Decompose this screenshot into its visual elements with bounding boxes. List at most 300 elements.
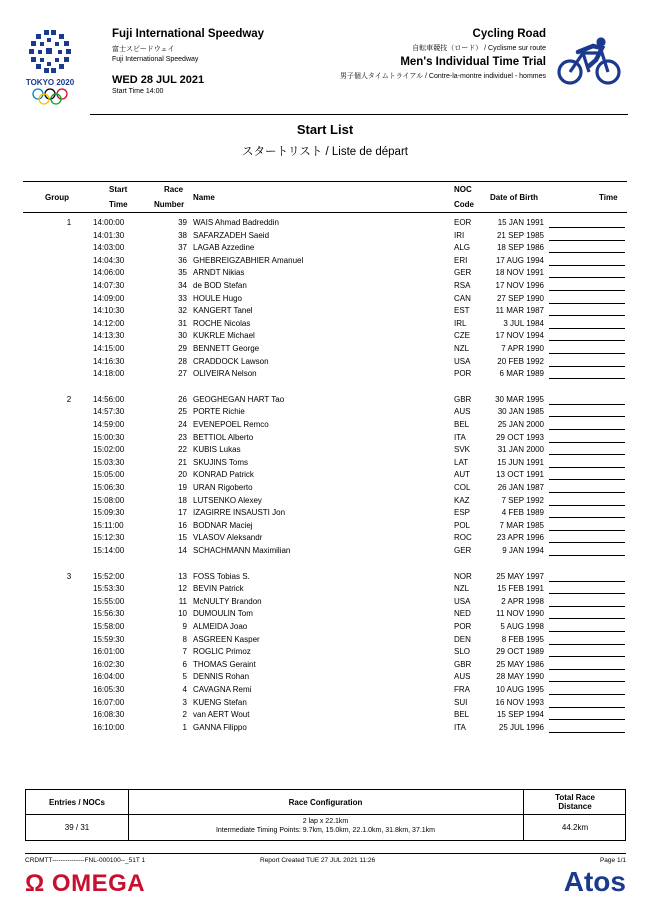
cell-start-time: 15:53:30 [93,584,125,594]
table-row [23,646,627,659]
cell-group: 2 [66,394,72,404]
report-created: Report Created TUE 27 JUL 2021 11:26 [260,857,376,864]
cell-noc: CZE [454,331,470,341]
cell-name: DENNIS Rohan [193,672,250,682]
cell-dob: 21 SEP 1985 [496,230,544,240]
venue-block [112,28,264,95]
table-row [23,532,627,545]
cell-name: van AERT Wout [193,710,250,720]
cell-name: ROGLIC Primoz [193,647,251,657]
cell-name: CRADDOCK Lawson [193,356,269,366]
table-row [23,305,627,318]
cell-noc: IRL [454,318,467,328]
cell-noc: ITA [454,722,466,732]
cell-dob: 26 JAN 1987 [497,483,544,492]
cell-noc: GBR [454,659,472,669]
cell-start-time: 14:56:00 [93,394,125,404]
cell-name: ARNDT Nikias [193,268,245,278]
cell-noc: COL [454,483,471,492]
table-row [23,697,627,710]
cell-dob: 23 APR 1996 [496,533,544,543]
cell-dob: 31 JAN 2000 [497,445,544,455]
cell-name: KONRAD Patrick [193,470,254,480]
table-row [23,318,627,331]
time-entry-line [549,606,625,607]
cell-race-number: 3 [182,697,187,707]
cell-dob: 25 JAN 2000 [497,420,544,429]
cell-dob: 29 OCT 1989 [496,647,544,657]
entries-value: 39 / 31 [64,823,90,832]
time-entry-line [549,732,625,733]
time-entry-line [549,277,625,278]
table-row [23,671,627,684]
cell-start-time: 15:59:30 [93,634,125,644]
time-entry-line [549,530,625,531]
time-entry-line [549,555,625,556]
cell-noc: SLO [454,647,471,657]
config-label: Race Configuration [288,798,363,807]
cell-start-time: 16:08:30 [93,710,125,720]
table-row [23,520,627,533]
cell-dob: 18 SEP 1986 [496,243,544,253]
time-entry-line [549,340,625,341]
cell-dob: 17 NOV 1996 [495,281,544,290]
cell-race-number: 8 [182,634,187,644]
col-dob: Date of Birth [490,193,538,202]
time-entry-line [549,542,625,543]
config-line-2: Intermediate Timing Points: 9.7km, 15.0km, 22.1.0km, 31.8km, 37.1km [215,827,436,834]
cell-race-number: 26 [178,394,187,404]
cell-race-number: 23 [178,432,187,442]
time-entry-line [549,581,625,582]
cell-start-time: 15:00:30 [93,432,125,442]
cell-start-time: 15:55:00 [93,596,125,606]
cell-start-time: 15:06:30 [93,483,125,492]
cell-dob: 15 JUN 1991 [497,457,544,467]
cell-dob: 8 FEB 1995 [501,634,544,644]
col-noc-2: Code [454,200,474,209]
cell-dob: 29 OCT 1993 [496,432,544,442]
cell-noc: CAN [454,293,471,303]
table-row [23,571,627,584]
time-entry-line [549,517,625,518]
table-row [23,394,627,407]
cell-noc: NOR [454,571,472,581]
cell-name: CAVAGNA Remi [193,685,252,694]
cell-race-number: 5 [182,672,187,682]
table-row [23,621,627,634]
cell-name: EVENEPOEL Remco [193,420,269,429]
cell-start-time: 15:09:30 [93,508,125,518]
table-row [23,596,627,609]
cell-start-time: 14:07:30 [93,281,125,290]
time-entry-line [549,669,625,670]
cell-start-time: 14:13:30 [93,331,125,341]
cell-race-number: 11 [178,596,187,606]
page-number: Page 1/1 [599,857,626,864]
cell-dob: 11 NOV 1990 [496,609,544,619]
cell-name: SKUJINS Toms [193,457,248,467]
cell-start-time: 15:52:00 [93,571,125,581]
time-entry-line [549,492,625,493]
footer-divider [25,853,626,854]
cell-name: KANGERT Tanel [193,306,253,316]
table-row [23,293,627,306]
cell-dob: 30 JAN 1985 [497,407,544,417]
cell-name: BENNETT George [193,344,260,353]
cell-race-number: 33 [178,293,187,303]
cell-noc: ITA [454,432,466,442]
cell-name: ROCHE Nicolas [193,318,251,328]
cell-dob: 5 AUG 1998 [500,622,544,631]
cell-race-number: 13 [178,571,187,581]
cell-name: URAN Rigoberto [193,483,253,492]
cell-dob: 16 NOV 1993 [495,697,544,707]
cell-name: LAGAB Azzedine [193,243,255,253]
cell-start-time: 14:01:30 [93,230,125,240]
cell-start-time: 15:14:00 [93,546,125,555]
cell-race-number: 25 [178,407,187,417]
cell-name: OLIVEIRA Nelson [193,369,257,379]
cell-dob: 18 NOV 1991 [495,268,544,278]
cell-noc: NED [454,609,471,619]
cell-noc: EST [454,306,470,316]
time-entry-line [549,656,625,657]
table-row [23,217,627,230]
cell-name: WAIS Ahmad Badreddin [193,218,279,227]
time-entry-line [549,416,625,417]
atos-logo: Atos [563,866,626,897]
cell-noc: SUI [454,697,468,707]
sport-title: Cycling Road [472,28,546,40]
event-block [340,28,546,81]
report-code: CRDMTT---------------FNL-000100--_51T 1 [25,857,146,864]
cell-start-time: 14:04:30 [93,255,125,265]
time-entry-line [549,265,625,266]
cell-noc: GBR [454,394,472,404]
cell-name: BEVIN Patrick [193,584,244,594]
distance-label-1: Total Race [555,793,595,802]
cell-dob: 25 MAY 1997 [496,571,544,581]
table-row [23,722,627,735]
table-row [23,242,627,255]
time-entry-line [549,378,625,379]
cell-race-number: 29 [178,344,187,353]
cell-start-time: 14:03:00 [93,243,125,253]
cell-noc: BEL [454,420,470,429]
event-date: WED 28 JUL 2021 [112,74,205,86]
cell-race-number: 27 [178,369,187,379]
cell-dob: 25 JUL 1996 [498,722,544,732]
col-race-1: Race [164,185,184,194]
table-row [23,634,627,647]
col-group: Group [45,193,69,202]
cell-race-number: 18 [178,495,187,505]
table-row [23,343,627,356]
cell-name: KUENG Stefan [193,697,247,707]
config-line-1: 2 lap x 22.1km [302,818,349,825]
cell-dob: 11 MAR 1987 [495,306,544,316]
cell-race-number: 14 [178,546,187,555]
cell-dob: 28 MAY 1990 [496,672,544,682]
table-row [23,709,627,722]
time-entry-line [549,479,625,480]
cell-start-time: 16:04:00 [93,672,125,682]
cell-dob: 27 SEP 1990 [496,293,544,303]
omega-logo: Ω OMEGA [25,870,146,897]
time-entry-line [549,505,625,506]
col-time: Time [599,193,618,202]
cell-noc: BEL [454,710,470,720]
cell-name: PORTE Richie [193,407,245,417]
cell-name: KUKRLE Michael [193,331,255,341]
time-entry-line [549,694,625,695]
cell-noc: NZL [454,584,470,594]
table-row [23,482,627,495]
logo-text: TOKYO 2020 [25,78,75,87]
cell-noc: AUS [454,407,471,417]
cell-start-time: 15:03:30 [93,457,125,467]
cell-start-time: 15:02:00 [93,445,125,455]
cell-noc: NZL [454,344,470,353]
table-row [23,444,627,457]
cell-start-time: 15:08:00 [93,495,125,505]
cell-start-time: 14:06:00 [93,268,125,278]
table-row [23,608,627,621]
cell-dob: 9 JAN 1994 [502,546,544,555]
time-entry-line [549,429,625,430]
cell-name: GHEBREIGZABHIER Amanuel [193,255,304,265]
cell-dob: 13 OCT 1991 [496,470,544,480]
cell-race-number: 6 [182,659,187,669]
cell-race-number: 30 [178,331,187,341]
cell-noc: POR [454,369,472,379]
event-subtitle: 男子個人タイムトライアル / Contre-la-montre individuel - hommes [339,73,546,80]
start-list-table [23,181,627,753]
cell-noc: AUT [454,470,470,480]
time-entry-line [549,631,625,632]
cell-start-time: 14:09:00 [93,293,125,303]
time-entry-line [549,681,625,682]
cell-noc: POL [454,520,471,530]
time-entry-line [549,303,625,304]
cell-start-time: 14:16:30 [93,356,125,366]
col-start-1: Start [109,185,128,194]
cell-start-time: 15:05:00 [93,470,125,480]
sport-subtitle: 自転車競技（ロード） / Cyclisme sur route [412,45,546,52]
cell-noc: GER [454,268,472,278]
cell-dob: 7 APR 1990 [501,344,544,353]
cell-dob: 15 JAN 1991 [497,218,544,227]
cell-noc: ESP [454,508,471,518]
cell-race-number: 10 [178,609,187,619]
cell-start-time: 15:11:00 [93,520,124,530]
venue-subtitle: Fuji International Speedway [112,56,199,63]
cell-dob: 10 AUG 1995 [495,685,544,694]
cell-group: 3 [66,571,72,581]
cell-noc: RSA [454,281,471,290]
cell-dob: 7 SEP 1992 [501,495,544,505]
cell-name: GANNA Filippo [193,722,247,732]
distance-label-2: Distance [558,802,592,811]
table-row [23,406,627,419]
cell-name: McNULTY Brandon [193,596,262,606]
table-row [23,255,627,268]
table-row [23,507,627,520]
cell-name: HOULE Hugo [193,293,242,303]
cell-race-number: 7 [182,647,187,657]
cell-race-number: 38 [178,230,187,240]
cell-name: LUTSENKO Alexey [193,495,262,505]
table-row [23,230,627,243]
cell-start-time: 14:15:00 [93,344,125,353]
cell-noc: USA [454,356,471,366]
venue-title: Fuji International Speedway [112,28,265,40]
table-row [23,432,627,445]
venue-title-jp: 富士スピードウェイ [112,46,175,53]
cell-start-time: 14:12:00 [93,318,125,328]
cell-race-number: 21 [178,457,187,467]
cell-race-number: 22 [178,445,187,455]
cell-dob: 25 MAY 1986 [496,659,544,669]
cell-race-number: 39 [178,218,187,227]
cell-noc: IRI [454,230,465,240]
cell-noc: GER [454,546,472,555]
cell-race-number: 16 [178,520,187,530]
cell-start-time: 15:56:30 [93,609,125,619]
table-row [23,280,627,293]
cell-name: BODNAR Maciej [193,520,253,530]
cell-name: DUMOULIN Tom [193,609,253,619]
cell-name: ALMEIDA Joao [193,622,248,631]
cell-race-number: 36 [178,255,187,265]
table-row [23,356,627,369]
cell-dob: 30 MAR 1995 [495,394,544,404]
cell-race-number: 28 [178,356,187,366]
time-entry-line [549,252,625,253]
cell-start-time: 15:12:30 [93,533,125,543]
cell-name: SCHACHMANN Maximilian [193,546,291,555]
cell-noc: KAZ [454,495,470,505]
cell-race-number: 31 [178,318,187,328]
col-noc-1: NOC [454,185,472,194]
time-entry-line [549,366,625,367]
time-entry-line [549,404,625,405]
cell-dob: 15 FEB 1991 [497,584,544,594]
table-row [23,267,627,280]
distance-value: 44.2km [561,823,589,832]
cell-race-number: 20 [178,470,187,480]
table-row [23,684,627,697]
cycling-road-icon [556,36,628,88]
cell-start-time: 16:01:00 [93,647,125,657]
col-name: Name [193,193,215,202]
document-header [22,22,628,112]
cell-name: IZAGIRRE INSAUSTI Jon [193,508,286,518]
table-row [23,330,627,343]
summary-divider [26,814,625,815]
time-entry-line [549,328,625,329]
cell-race-number: 12 [178,584,187,594]
cell-start-time: 14:57:30 [93,407,125,417]
table-row [23,368,627,381]
time-entry-line [549,454,625,455]
cell-start-time: 14:10:30 [93,306,125,316]
time-entry-line [549,240,625,241]
cell-noc: EOR [454,218,472,227]
time-entry-line [549,290,625,291]
cell-noc: ROC [454,533,472,543]
table-row [23,457,627,470]
cell-race-number: 19 [178,483,187,492]
cell-start-time: 16:02:30 [93,659,125,669]
cell-dob: 3 JUL 1984 [503,318,544,328]
time-entry-line [549,593,625,594]
cell-name: THOMAS Geraint [193,659,256,669]
event-title: Men's Individual Time Trial [400,56,546,68]
cell-noc: SVK [454,445,471,455]
cell-noc: DEN [454,634,471,644]
cell-name: de BOD Stefan [193,281,247,290]
table-row [23,495,627,508]
cell-race-number: 24 [178,420,187,429]
cell-dob: 7 MAR 1985 [499,520,544,530]
cell-noc: LAT [454,457,469,467]
page-title: Start List [296,122,354,137]
cell-race-number: 1 [182,722,187,732]
summary-table [25,789,626,841]
table-row [23,469,627,482]
cell-race-number: 35 [178,268,187,278]
cell-group: 1 [66,218,72,227]
cell-dob: 17 AUG 1994 [495,255,544,265]
cell-dob: 4 FEB 1989 [501,508,544,518]
cell-name: FOSS Tobias S. [193,571,250,581]
table-row [23,583,627,596]
cell-dob: 15 SEP 1994 [496,710,544,720]
cell-start-time: 15:58:00 [93,622,125,631]
cell-name: GEOGHEGAN HART Tao [193,394,285,404]
time-entry-line [549,719,625,720]
cell-race-number: 2 [182,710,187,720]
cell-race-number: 17 [178,508,187,518]
time-entry-line [549,644,625,645]
cell-dob: 20 FEB 1992 [497,356,544,366]
cell-start-time: 16:10:00 [93,722,125,732]
cell-dob: 2 APR 1998 [501,596,544,606]
col-start-2: Time [109,200,128,209]
cell-race-number: 32 [178,306,187,316]
col-race-2: Number [154,200,185,209]
time-entry-line [549,442,625,443]
cell-noc: AUS [454,672,471,682]
cell-dob: 6 MAR 1989 [499,369,544,379]
tokyo-2020-logo [22,28,82,110]
table-header [23,181,627,213]
time-entry-line [549,353,625,354]
cell-race-number: 37 [178,243,187,253]
time-entry-line [549,467,625,468]
time-entry-line [549,315,625,316]
cell-noc: ERI [454,255,468,265]
time-entry-line [549,618,625,619]
cell-noc: POR [454,622,472,631]
cell-start-time: 16:07:00 [93,697,125,707]
cell-noc: FRA [454,685,470,694]
cell-dob: 17 NOV 1994 [495,331,544,341]
cell-race-number: 9 [182,622,187,631]
cell-name: BETTIOL Alberto [193,432,254,442]
